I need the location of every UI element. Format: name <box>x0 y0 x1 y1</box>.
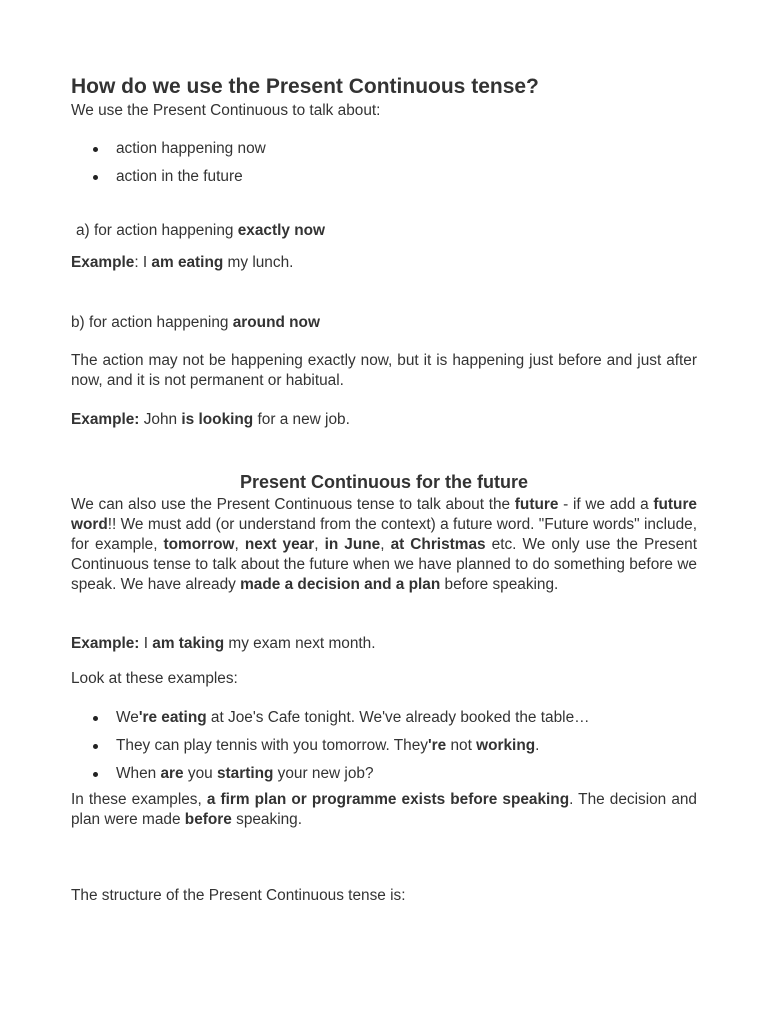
list-item <box>71 736 697 764</box>
text-run: before speaking. <box>440 576 559 593</box>
bold-text: starting <box>216 765 274 782</box>
section-b-explanation: The action may not be happening exactly now, but it is happening just before and just after now, and it is not permanent or habitual. <box>71 352 697 389</box>
bold-text: 're eating <box>138 709 207 726</box>
text-run: We can also use the Present Continuous tense to talk about the <box>71 496 515 513</box>
page-title: How do we use the Present Continuous tense? <box>71 75 539 98</box>
text-run: , <box>234 536 245 553</box>
list-item <box>71 708 697 736</box>
bold-text: made a decision and a plan <box>240 576 441 593</box>
text-run: They can play tennis with you tomorrow. They <box>116 737 428 754</box>
text-run: , <box>314 536 325 553</box>
future-heading: Present Continuous for the future <box>240 472 528 492</box>
bold-text: a firm plan or programme exists before speaking <box>206 791 570 808</box>
text-run: etc. We only use the Present Continuous tense to talk about the future when we have planned to do something before we speak. We have already <box>71 536 698 593</box>
bold-text: tomorrow <box>163 536 235 553</box>
bold-text: future <box>514 496 559 513</box>
uses-list <box>71 139 697 195</box>
bullet-icon <box>93 147 98 152</box>
section-a-heading: a) for action happening exactly now <box>76 222 325 239</box>
bold-text: before <box>184 811 232 828</box>
text-run: - if we add a <box>558 496 654 513</box>
look-text: Look at these examples: <box>71 670 238 687</box>
text-run: In these examples, <box>71 791 207 808</box>
bold-text: are <box>160 765 184 782</box>
text-run: not <box>446 737 477 754</box>
text-run: you <box>183 765 217 782</box>
bullet-icon <box>93 716 98 721</box>
text-run: We <box>116 709 139 726</box>
text-run: speaking. <box>231 811 303 828</box>
text-run: . <box>535 737 540 754</box>
examples-list <box>71 708 697 792</box>
text-run: at Joe's Cafe tonight. We've already booked the table… <box>206 709 590 726</box>
section-b-example: Example: John is looking for a new job. <box>71 411 350 428</box>
section-a-example: Example: I am eating my lunch. <box>71 254 294 271</box>
intro-text: We use the Present Continuous to talk about: <box>71 102 381 119</box>
bold-text: next year <box>244 536 315 553</box>
conclusion-paragraph <box>71 790 697 830</box>
list-item: action happening now <box>71 139 697 167</box>
bullet-icon <box>93 175 98 180</box>
text-run: !! We must add (or understand from the context) a future word. "Future words" include, for example, <box>71 516 697 553</box>
text-run: your new job? <box>273 765 374 782</box>
bold-text: working <box>476 737 536 754</box>
bold-text: at Christmas <box>390 536 486 553</box>
bold-text: in June <box>324 536 381 553</box>
text-run: When <box>116 765 161 782</box>
list-item: action in the future <box>71 167 697 195</box>
text-run: , <box>380 536 391 553</box>
future-paragraph <box>71 495 697 595</box>
future-example: Example: I am taking my exam next month. <box>71 635 376 652</box>
bold-text: future word <box>71 496 697 533</box>
bullet-icon <box>93 772 98 777</box>
bold-text: 're <box>427 737 447 754</box>
text-run: . The decision and plan were made <box>71 791 697 828</box>
structure-text: The structure of the Present Continuous tense is: <box>71 887 406 904</box>
list-item <box>71 764 697 792</box>
bullet-icon <box>93 744 98 749</box>
section-b-heading: b) for action happening around now <box>71 314 320 331</box>
